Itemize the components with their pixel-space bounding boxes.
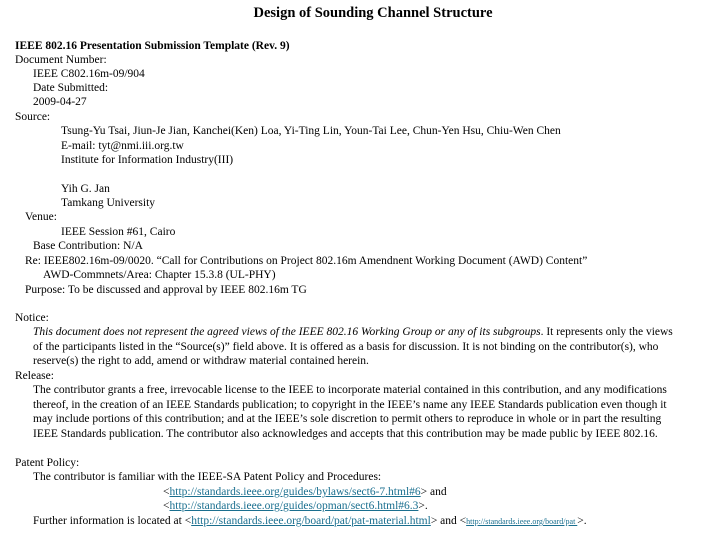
release-line-2: thereof, in the creation of an IEEE Standards publication; to copyright in the IEEE’s name any IEEE Standards publication even though it — [33, 399, 667, 411]
base-contribution: Base Contribution: N/A — [33, 240, 143, 252]
release-line-1: The contributor grants a free, irrevocable license to the IEEE to incorporate material contained in this contribution, and any modifications — [33, 384, 667, 396]
board-pat-link[interactable]: http://standards.ieee.org/board/pat — [466, 517, 578, 526]
pat-material-link[interactable]: http://standards.ieee.org/board/pat/pat-material.html — [191, 515, 431, 527]
release-line-3: may include portions of this contribution; and at the IEEE’s sole discretion to permit others to reproduce in whole or in part the resulting — [33, 413, 662, 425]
re-line: Re: IEEE802.16m-09/0020. “Call for Contributions on Project 802.16m Amendnent Working Document (AWD) Content” — [25, 255, 588, 267]
patent-label: Patent Policy: — [15, 457, 80, 469]
further-suffix: >. — [577, 515, 587, 527]
notice-line-3: reserve(s) the right to add, amend or withdraw material contained herein. — [33, 355, 369, 367]
bracket-open: < — [163, 486, 170, 498]
template-header: IEEE 802.16 Presentation Submission Template (Rev. 9) — [15, 40, 290, 52]
purpose: Purpose: To be discussed and approval by IEEE 802.16m TG — [25, 284, 307, 296]
awd-comments: AWD-Commnets/Area: Chapter 15.3.8 (UL-PHY) — [43, 269, 276, 281]
venue: IEEE Session #61, Cairo — [61, 226, 176, 238]
further-mid: > and < — [430, 515, 467, 527]
source-label: Source: — [15, 111, 51, 123]
opman-link[interactable]: http://standards.ieee.org/guides/opman/sect6.html#6.3 — [169, 500, 419, 512]
document-number-label: Document Number: — [15, 54, 107, 66]
institute: Institute for Information Industry(III) — [61, 154, 234, 166]
university: Tamkang University — [61, 197, 156, 209]
notice-italic: This document does not represent the agreed views of the IEEE 802.16 Working Group or any of its subgroups — [33, 326, 541, 338]
further-prefix: Further information is located at < — [33, 515, 192, 527]
email: E-mail: tyt@nmi.iii.org.tw — [61, 140, 184, 152]
author-2: Yih G. Jan — [61, 183, 110, 195]
patent-link-line-1 — [163, 485, 447, 499]
release-label: Release: — [15, 370, 54, 382]
release-line-4: IEEE Standards publication. The contributor also acknowledges and accepts that this contribution may be made public by IEEE 802.16. — [33, 428, 658, 440]
patent-link-line-2 — [163, 499, 428, 513]
patent-line-1: The contributor is familiar with the IEEE-SA Patent Policy and Procedures: — [33, 471, 382, 483]
further-info-line — [33, 514, 587, 529]
venue-label: Venue: — [25, 211, 57, 223]
page-title: Design of Sounding Channel Structure — [253, 5, 493, 21]
bylaws-link[interactable]: http://standards.ieee.org/guides/bylaws/sect6-7.html#6 — [169, 486, 421, 498]
notice-rest: . It represents only the views — [540, 326, 673, 338]
notice-line-1 — [33, 325, 673, 339]
notice-label: Notice: — [15, 312, 49, 324]
link1-suffix: > and — [420, 486, 447, 498]
authors: Tsung-Yu Tsai, Jiun-Je Jian, Kanchei(Ken) Loa, Yi-Ting Lin, Youn-Tai Lee, Chun-Yen Hsu, Chiu-Wen Chen — [61, 125, 561, 137]
link2-suffix: >. — [418, 500, 428, 512]
document-number: IEEE C802.16m-09/904 — [33, 68, 145, 80]
date-submitted-label: Date Submitted: — [33, 82, 109, 94]
date-submitted: 2009-04-27 — [33, 96, 87, 108]
notice-line-2: of the participants listed in the “Source(s)” field above. It is offered as a basis for discussion. It is not binding on the contributor(s), who — [33, 341, 659, 353]
bracket-open: < — [163, 500, 170, 512]
